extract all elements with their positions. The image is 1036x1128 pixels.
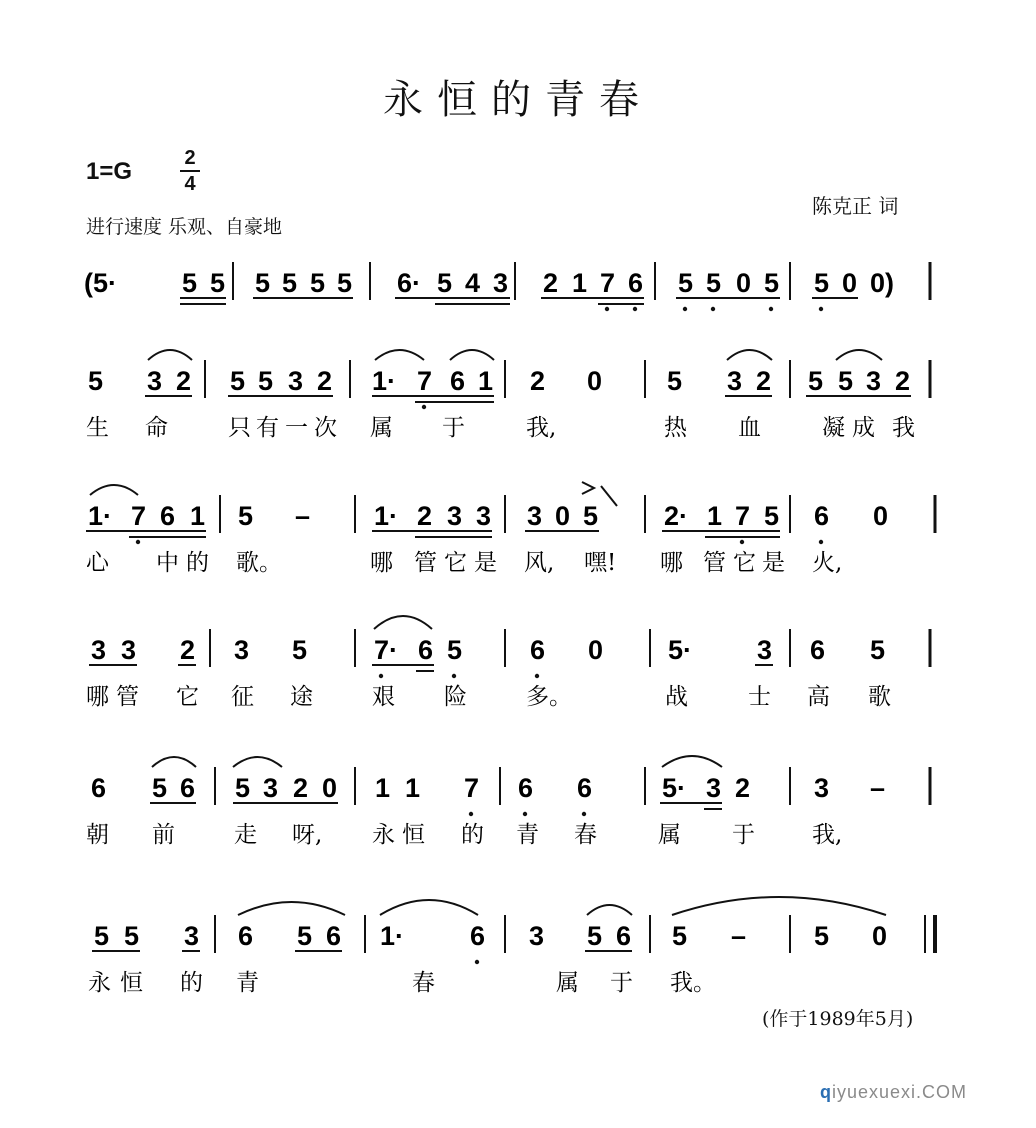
lyric-syllable: 于 — [610, 970, 633, 996]
note: 3 — [263, 773, 279, 803]
site-watermark — [820, 1082, 967, 1103]
lyric-syllable: 于 — [442, 415, 465, 441]
note: 3 — [447, 501, 463, 531]
note: 5 — [230, 366, 246, 396]
note: 1· — [374, 501, 399, 531]
lyric-syllable: 恒 — [402, 822, 425, 848]
lyric-syllable: 春 — [412, 970, 435, 996]
lyric-syllable: 歌 — [868, 684, 891, 710]
octave-dot — [469, 812, 473, 816]
octave-dot — [819, 307, 823, 311]
note: – — [295, 501, 311, 531]
note: 6 — [450, 366, 466, 396]
note: 2 — [735, 773, 751, 803]
note: 3 — [147, 366, 163, 396]
note: 5 — [672, 921, 688, 951]
note: 1 — [707, 501, 723, 531]
note: 1 — [405, 773, 421, 803]
note: 5 — [706, 268, 722, 298]
octave-dot — [422, 405, 426, 409]
note: 3 — [288, 366, 304, 396]
lyric-syllable: 一 — [285, 415, 308, 441]
note: 2 — [180, 635, 196, 665]
note: 5 — [764, 268, 780, 298]
octave-dot — [711, 307, 715, 311]
note: 1 — [478, 366, 494, 396]
lyric-syllable: 属 — [658, 822, 681, 848]
note: 2 — [895, 366, 911, 396]
lyric-syllable: 前 — [152, 822, 175, 848]
lyric-syllable: 命 — [145, 415, 168, 441]
note: 6 — [814, 501, 830, 531]
note: 6 — [180, 773, 196, 803]
lyric-syllable: 它 — [733, 550, 756, 576]
note: 5 — [583, 501, 599, 531]
lyric-syllable: 于 — [732, 822, 755, 848]
lyric-syllable: 士 — [748, 684, 771, 710]
lyric-syllable: 凝 — [822, 415, 845, 441]
note: 5 — [152, 773, 168, 803]
note: (5· — [84, 268, 117, 298]
lyric-syllable: 管 — [703, 550, 726, 576]
note: 4 — [465, 268, 481, 298]
watermark-logo-icon: q — [820, 1082, 832, 1102]
note: 1 — [190, 501, 206, 531]
lyric-syllable: 它 — [444, 550, 467, 576]
note: 5 — [258, 366, 274, 396]
slur-arc — [374, 616, 432, 629]
note: 5 — [764, 501, 780, 531]
note: 5 — [182, 268, 198, 298]
glissando-mark — [601, 486, 617, 506]
note: 6 — [326, 921, 342, 951]
tempo-marking: 进行速度 乐观、自豪地 — [86, 216, 283, 238]
note: 5 — [235, 773, 251, 803]
slur-arc — [238, 902, 345, 915]
lyric-syllable: 青 — [516, 822, 539, 848]
note: 5 — [587, 921, 603, 951]
slur-arc — [587, 905, 632, 915]
note: 5 — [447, 635, 463, 665]
note: 3 — [234, 635, 250, 665]
lyric-syllable: 多。 — [526, 684, 572, 710]
accent-mark — [582, 482, 594, 494]
note: 5 — [814, 268, 830, 298]
note: 7 — [735, 501, 751, 531]
slur-arc — [380, 900, 478, 915]
octave-dot — [605, 307, 609, 311]
lyric-syllable: 有 — [256, 415, 279, 441]
octave-dot — [769, 307, 773, 311]
note: 5 — [337, 268, 353, 298]
note: 0 — [555, 501, 571, 531]
note: 3 — [706, 773, 722, 803]
lyric-syllable: 属 — [556, 970, 579, 996]
note: 3 — [727, 366, 743, 396]
slur-arc — [90, 485, 138, 495]
lyric-syllable: 永 — [372, 822, 395, 848]
lyric-syllable: 的 — [180, 970, 203, 996]
lyric-syllable: 成 — [852, 415, 875, 441]
octave-dot — [535, 674, 539, 678]
note: 3 — [91, 635, 107, 665]
note: 6 — [810, 635, 826, 665]
note: 6 — [530, 635, 546, 665]
octave-dot — [683, 307, 687, 311]
slur-arc — [836, 350, 882, 360]
lyric-syllable: 途 — [290, 684, 313, 710]
lyric-syllable: 是 — [762, 550, 785, 576]
lyric-syllable: 的 — [186, 550, 209, 576]
note: 7 — [600, 268, 616, 298]
note: 6 — [616, 921, 632, 951]
key-signature: 1=G — [86, 158, 133, 185]
note: 3 — [529, 921, 545, 951]
note: 5· — [668, 635, 693, 665]
note: 6 — [518, 773, 534, 803]
octave-dot — [740, 540, 744, 544]
note: 7 — [464, 773, 480, 803]
lyric-syllable: 哪 — [86, 684, 109, 710]
time-signature-bottom: 4 — [184, 173, 196, 195]
note: 2· — [664, 501, 689, 531]
note: 5 — [667, 366, 683, 396]
lyric-syllable: 我 — [892, 415, 915, 441]
octave-dot — [136, 540, 140, 544]
note: 5 — [255, 268, 271, 298]
lyric-syllable: 春 — [574, 822, 597, 848]
note: 5 — [210, 268, 226, 298]
note: 3 — [814, 773, 830, 803]
lyric-syllable: 我, — [526, 415, 557, 441]
lyric-syllable: 是 — [474, 550, 497, 576]
slur-arc — [148, 350, 192, 360]
lyric-syllable: 血 — [738, 415, 761, 441]
note: 7· — [374, 635, 399, 665]
note: 1 — [572, 268, 588, 298]
lyric-syllable: 嘿! — [584, 550, 617, 576]
note: – — [731, 921, 747, 951]
note: 5 — [310, 268, 326, 298]
slur-arc — [450, 350, 494, 360]
lyric-syllable: 永 — [88, 970, 111, 996]
note: 6 — [160, 501, 176, 531]
octave-dot — [819, 540, 823, 544]
lyric-syllable: 艰 — [372, 684, 395, 710]
note: 3 — [866, 366, 882, 396]
note: 3 — [493, 268, 509, 298]
note: 2 — [417, 501, 433, 531]
note: 5 — [870, 635, 886, 665]
note: 0 — [873, 501, 889, 531]
note: 5 — [814, 921, 830, 951]
lyric-syllable: 它 — [176, 684, 199, 710]
note: 0 — [588, 635, 604, 665]
lyric-syllable: 管 — [414, 550, 437, 576]
note: 5 — [292, 635, 308, 665]
note: 5 — [238, 501, 254, 531]
lyric-syllable: 火, — [812, 550, 843, 576]
note: 6 — [418, 635, 434, 665]
note: 5 — [678, 268, 694, 298]
note: 7 — [417, 366, 433, 396]
lyric-syllable: 呀, — [292, 822, 323, 848]
note: 2 — [756, 366, 772, 396]
lyric-syllable: 恒 — [120, 970, 143, 996]
lyric-syllable: 哪 — [660, 550, 683, 576]
note: 1· — [88, 501, 113, 531]
note: 0 — [842, 268, 858, 298]
lyric-syllable: 高 — [807, 684, 830, 710]
lyric-syllable: 战 — [665, 684, 688, 710]
note: 5 — [437, 268, 453, 298]
note: 6 — [470, 921, 486, 951]
lyric-syllable: 的 — [461, 822, 484, 848]
lyric-syllable: 生 — [86, 415, 109, 441]
note: 0) — [870, 268, 895, 298]
lyric-syllable: 心 — [86, 550, 109, 576]
note: 2 — [317, 366, 333, 396]
octave-dot — [633, 307, 637, 311]
note: 6 — [91, 773, 107, 803]
note: 3 — [527, 501, 543, 531]
lyric-syllable: 风, — [524, 550, 555, 576]
time-signature-top: 2 — [184, 147, 196, 169]
lyric-syllable: 中 — [156, 550, 179, 576]
note: 2 — [530, 366, 546, 396]
note: 2 — [176, 366, 192, 396]
note: 6 — [577, 773, 593, 803]
note: 3 — [184, 921, 200, 951]
note: – — [870, 773, 886, 803]
lyric-syllable: 走 — [234, 822, 257, 848]
lyric-syllable: 朝 — [86, 822, 109, 848]
lyric-syllable: 青 — [236, 970, 259, 996]
note: 5 — [282, 268, 298, 298]
lyric-syllable: 我。 — [670, 970, 716, 996]
note: 6 — [238, 921, 254, 951]
note: 5 — [297, 921, 313, 951]
lyric-syllable: 哪 — [370, 550, 393, 576]
note: 3 — [757, 635, 773, 665]
note: 5· — [662, 773, 687, 803]
lyric-syllable: 属 — [370, 415, 393, 441]
note: 0 — [587, 366, 603, 396]
note: 0 — [322, 773, 338, 803]
note: 5 — [808, 366, 824, 396]
lyric-syllable: 热 — [664, 415, 687, 441]
octave-dot — [475, 960, 479, 964]
lyricist-credit: 陈克正 词 — [812, 194, 899, 218]
note: 5 — [838, 366, 854, 396]
composition-date-note: (作于1989年5月) — [762, 1008, 914, 1030]
slur-arc — [672, 897, 886, 915]
note: 5 — [88, 366, 104, 396]
slur-arc — [375, 350, 424, 360]
octave-dot — [379, 674, 383, 678]
note: 0 — [872, 921, 888, 951]
note: 3 — [121, 635, 137, 665]
lyric-syllable: 次 — [314, 415, 337, 441]
slur-arc — [152, 757, 196, 767]
lyric-syllable: 征 — [231, 684, 254, 710]
note: 0 — [736, 268, 752, 298]
note: 3 — [476, 501, 492, 531]
note: 1 — [375, 773, 391, 803]
note: 2 — [293, 773, 309, 803]
slur-arc — [233, 757, 282, 767]
slur-arc — [662, 756, 722, 767]
note: 5 — [94, 921, 110, 951]
octave-dot — [582, 812, 586, 816]
watermark-text: iyuexuexi.COM — [832, 1082, 968, 1102]
slur-arc — [727, 350, 772, 360]
note: 1· — [380, 921, 405, 951]
lyric-syllable: 管 — [116, 684, 139, 710]
note: 6· — [397, 268, 422, 298]
song-title: 永恒的青春 — [383, 77, 653, 123]
lyric-syllable: 我, — [812, 822, 843, 848]
lyric-syllable: 险 — [444, 684, 467, 710]
octave-dot — [452, 674, 456, 678]
octave-dot — [523, 812, 527, 816]
note: 5 — [124, 921, 140, 951]
lyric-syllable: 歌。 — [236, 550, 282, 576]
note: 6 — [628, 268, 644, 298]
lyric-syllable: 只 — [228, 415, 251, 441]
note: 1· — [372, 366, 397, 396]
note: 2 — [543, 268, 559, 298]
note: 7 — [131, 501, 147, 531]
